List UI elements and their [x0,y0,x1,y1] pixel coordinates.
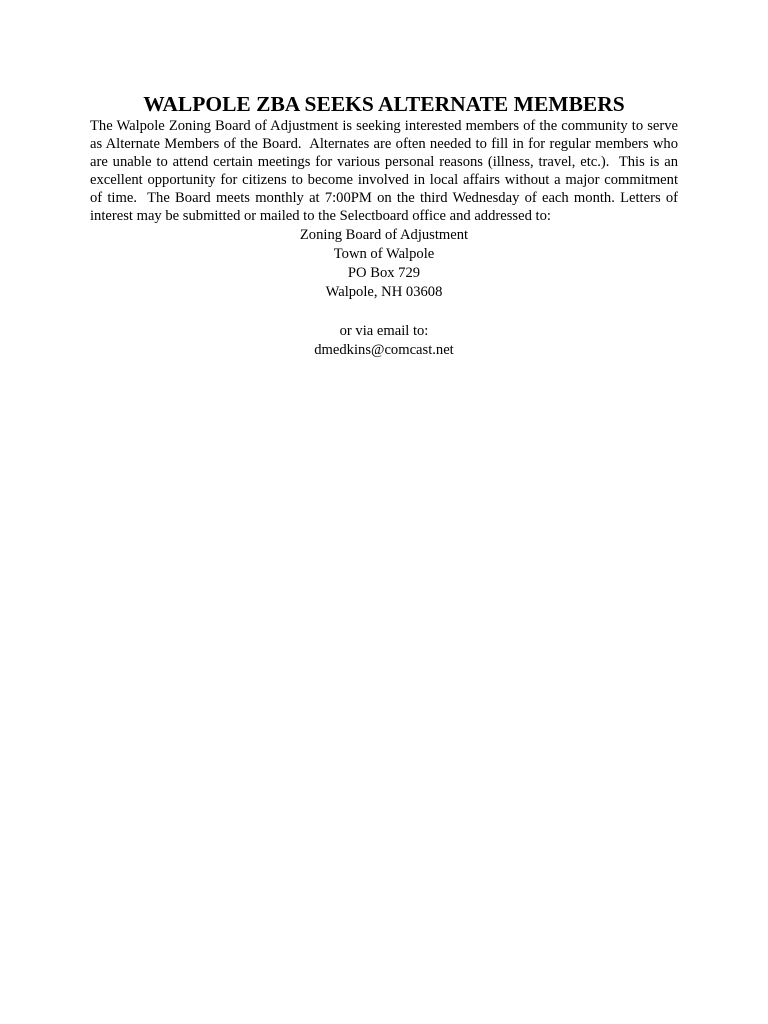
mailing-address [90,226,678,361]
address-line-3: PO Box 729 [347,265,421,282]
document-page [90,91,682,361]
email-address: dmedkins@comcast.net [314,342,454,359]
address-line-2: Town of Walpole [333,245,435,262]
body-paragraph: The Walpole Zoning Board of Adjustment is seeking interested members of the community to serve as Alternate Members of the Board. Alternates are often needed to fill in for regular members who are unable to attend certain meetings for various personal reasons (illness, travel, etc.). This is an excellent opportunity for citizens to become involved in local affairs without a major commitment of time. The Board meets monthly at 7:00PM on the third Wednesday of each month. Letters of interest may be submitted or mailed to the Selectboard office and addressed to: [90,118,682,225]
address-line-1: Zoning Board of Adjustment [299,226,469,243]
address-line-4: Walpole, NH 03608 [325,284,443,301]
address-spacer [90,303,678,322]
email-label: or via email to: [339,323,429,340]
page-title: WALPOLE ZBA SEEKS ALTERNATE MEMBERS [143,92,625,116]
